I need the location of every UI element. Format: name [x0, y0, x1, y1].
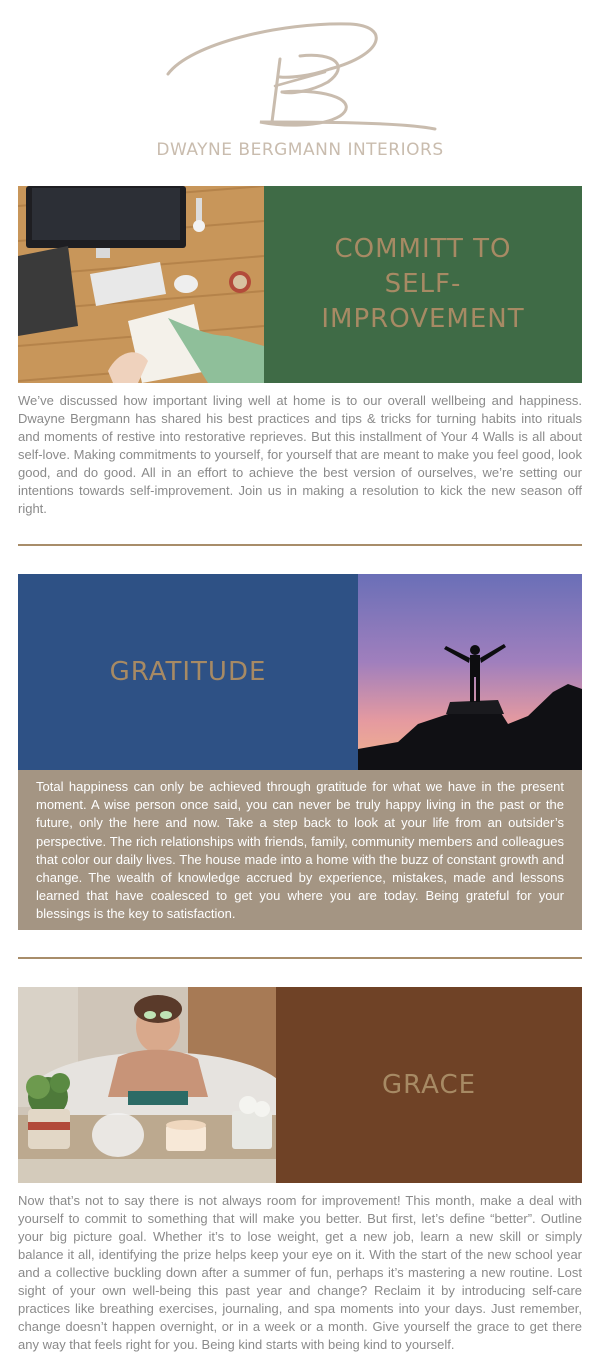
section-self-improvement-body: We’ve discussed how important living well at home is to our overall wellbeing and happiness. Dwayne Bergmann has shared his best practices and tips & tricks for turning habits into rituals and moments of restive into restorative reprieves. But this installment of Your 4 Walls is all about self-love. Making commitments to yourself, for yourself that are meant to make you feel good, look good, and do good. All in an effort to achieve the best version of ourselves, we’re setting our intentions towards self-improvement. Join us in making a resolution to kick the new season off right.	[18, 393, 582, 516]
spa-bath-photo	[18, 987, 276, 1183]
section-title-self-improvement	[264, 186, 582, 383]
monogram-logo-icon	[160, 14, 450, 134]
desk-workspace-photo	[18, 186, 264, 383]
section-title-grace: GRACE	[276, 987, 582, 1183]
section-title-gratitude: GRATITUDE	[18, 574, 358, 770]
sunset-silhouette-photo	[358, 574, 582, 770]
section-gratitude-header	[18, 574, 582, 770]
section-grace-header	[18, 987, 582, 1183]
section-gratitude-body-panel	[18, 770, 582, 930]
title-line: SELF-	[384, 269, 462, 299]
brand-name: DWAYNE BERGMANN INTERIORS	[156, 140, 444, 160]
section-divider	[18, 544, 582, 546]
title-line: IMPROVEMENT	[321, 304, 525, 334]
section-self-improvement-header	[18, 186, 582, 383]
section-grace-body: Now that’s not to say there is not always room for improvement! This month, make a deal with yourself to commit to something that will make you better. But first, let’s define “better”. Outline your big picture goal. Whether it’s to lose weight, get a new job, learn a new skill or simply balance it all, identifying the prize helps keep your eye on it. With the start of the new school year and a collective buckling down after a summer of fun, perhaps it’s mastering a new routine. Lost sight of your own well-being this past year and change? Reclaim it by introducing self-care practices like breathing exercises, journaling, and spa moments into your days. Just remember, change doesn’t happen overnight, or in a week or a month. Give yourself the grace to get there any way that feels right for you. Being kind starts with being kind to yourself.	[18, 1193, 582, 1352]
title-line: COMMITT TO	[334, 234, 512, 264]
section-gratitude-body: Total happiness can only be achieved through gratitude for what we have in the present moment. A wise person once said, you can never be truly happy living in the past or the future, only the here and now. Take a step back to look at your life from an outsider’s perspective. The rich relationships with friends, family, community members and colleagues that color our daily lives. The house made into a home with the buzz of constant growth and change. The wealth of knowledge accrued by experience, mistakes, made and lessons learned that have coalesced to get you where you are today. Being grateful for your blessings is the key to satisfaction.	[36, 779, 564, 922]
section-divider	[18, 957, 582, 959]
brand-logo	[0, 0, 600, 170]
